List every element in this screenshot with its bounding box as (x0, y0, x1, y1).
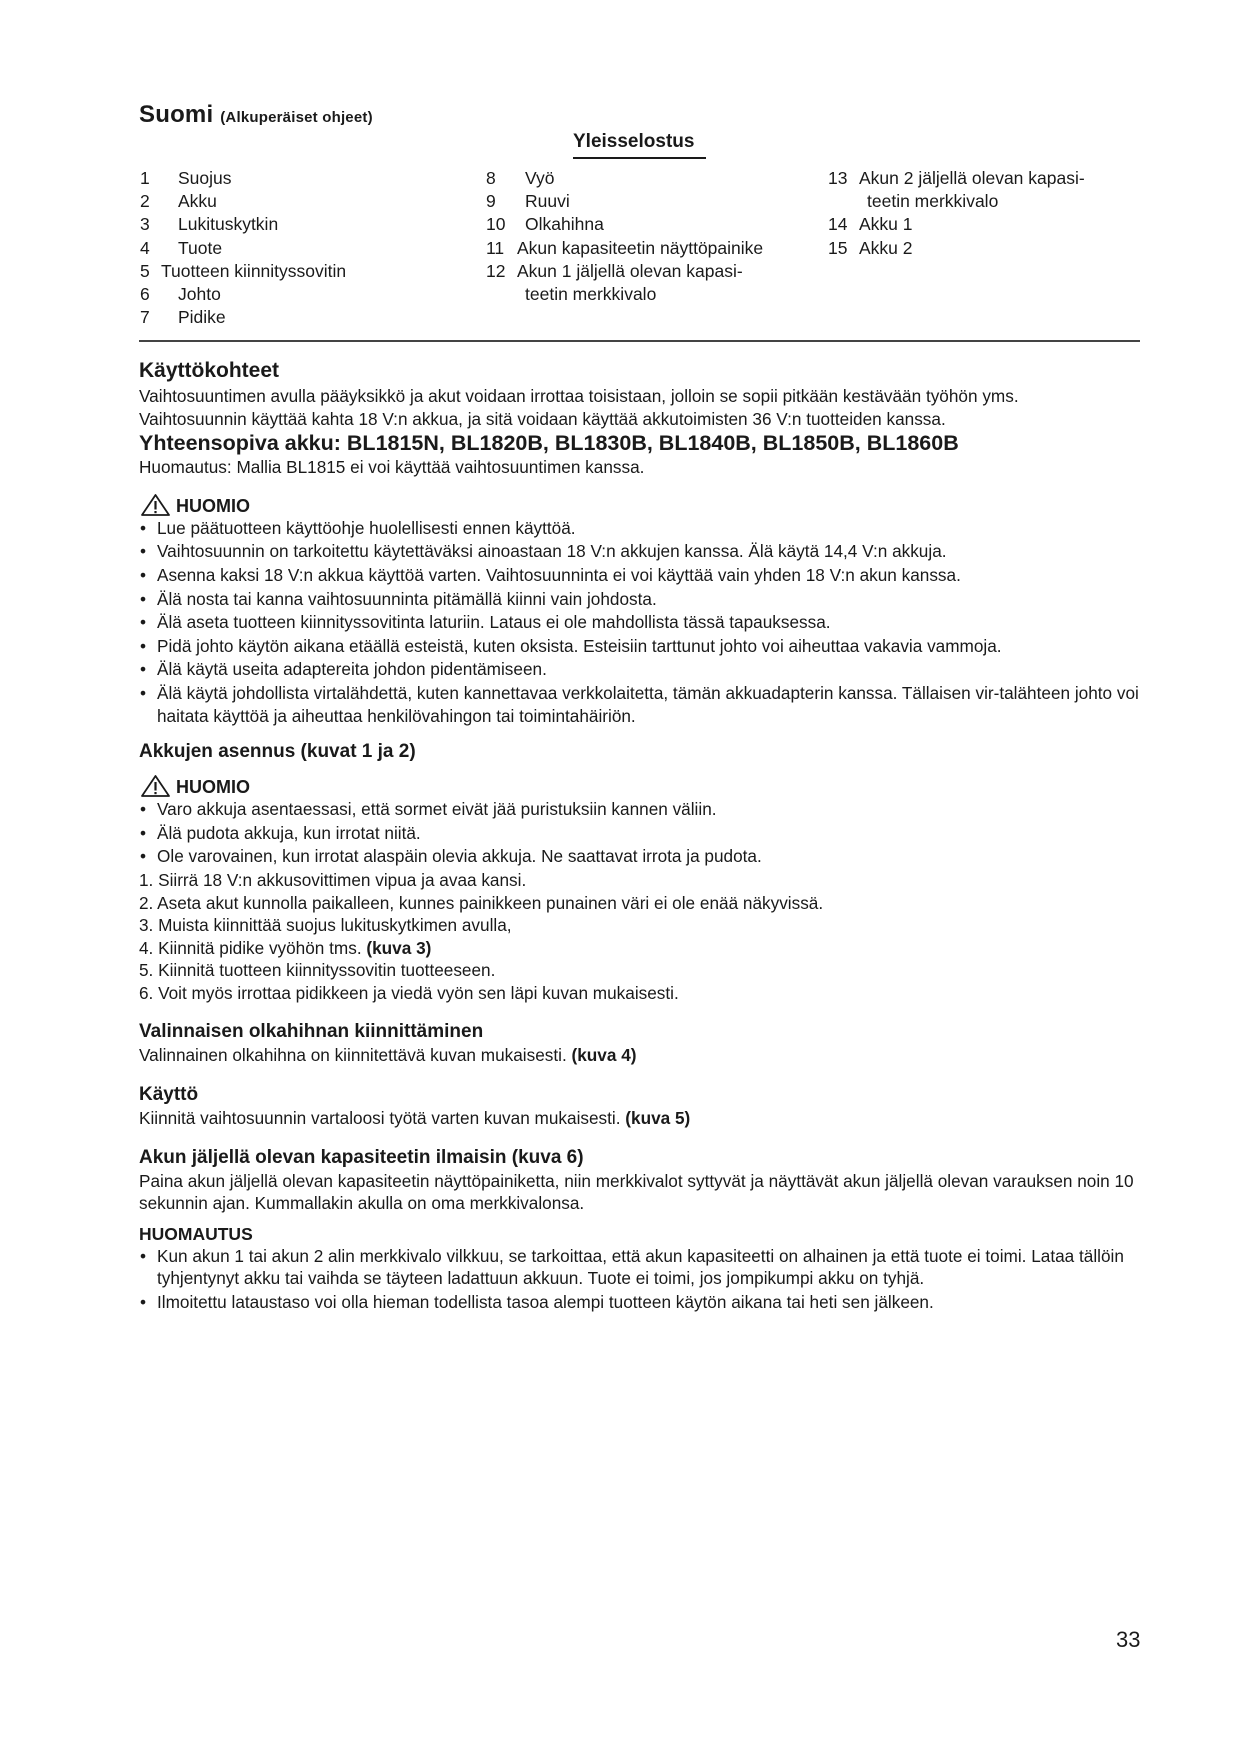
caution-label: HUOMIO (176, 777, 250, 798)
caution-heading (139, 774, 1144, 798)
warning-triangle-icon (140, 774, 171, 798)
parts-list-column-1 (140, 167, 346, 329)
part-item: 4 Tuote (140, 237, 223, 258)
usage-text: Vaihtosuunnin käyttää kahta 18 V:n akkua, ja sitä voidaan käyttää akkutoimisten 36 V:n tuotteiden kanssa. (139, 408, 946, 429)
part-item: 11 Akun kapasiteetin näyttöpainike (486, 237, 764, 258)
list-item: • Älä nosta tai kanna vaihtosuunninta pitämällä kiinni vain johdosta. (139, 588, 1144, 611)
list-item: • Älä aseta tuotteen kiinnityssovitinta laturiin. Lataus ei ole mahdollista tässä tapauksessa. (139, 611, 1144, 634)
step-item: 1. Siirrä 18 V:n akkusovittimen vipua ja avaa kansi. (139, 869, 527, 890)
list-item: • Älä käytä useita adaptereita johdon pidentämiseen. (139, 658, 1144, 681)
section-title-underline (573, 157, 706, 159)
operation-heading: Käyttö (139, 1084, 199, 1106)
language-title: Suomi (139, 101, 214, 128)
part-item: 13 Akun 2 jäljellä olevan kapasi- (828, 168, 1085, 188)
part-item: 15 Akku 2 (828, 237, 913, 258)
part-item: 3 Lukituskytkin (140, 214, 279, 235)
section-divider (139, 340, 1140, 342)
part-item: 6 Johto (140, 284, 221, 305)
list-item: • Vaihtosuunnin on tarkoitettu käytettäväksi ainoastaan 18 V:n akkujen kanssa. Älä käytä 14,4 V:n akkuja. (139, 540, 1144, 563)
indicator-text: Paina akun jäljellä olevan kapasiteetin näyttöpainiketta, niin merkkivalot syttyvät ja näyttävät akun jäljellä olevan varauksen noin 10 sekunnin ajan. Kummallakin akulla on oma merkkivalonsa. (139, 1170, 1134, 1214)
note-heading: HUOMAUTUS (139, 1223, 253, 1244)
part-item: teetin merkkivalo (867, 191, 999, 212)
part-item: 10 Olkahihna (486, 214, 604, 235)
strap-text: Valinnainen olkahihna on kiinnitettävä kuvan mukaisesti. (kuva 4) (139, 1045, 637, 1066)
language-subtitle: (Alkuperäiset ohjeet) (220, 109, 373, 126)
list-item: • Lue päätuotteen käyttöohje huolellisesti ennen käyttöä. (139, 517, 1144, 540)
part-item: 7 Pidike (140, 307, 226, 328)
list-item: • Varo akkuja asentaessasi, että sormet eivät jää puristuksiin kannen väliin. (139, 798, 1144, 821)
part-item: 5 Tuotteen kiinnityssovitin (140, 260, 347, 281)
install-caution-list (139, 798, 1144, 868)
part-item: teetin merkkivalo (525, 284, 657, 305)
step-item: 3. Muista kiinnittää suojus lukituskytkimen avulla, (139, 915, 512, 936)
language-heading (139, 101, 373, 129)
install-heading: Akkujen asennus (kuvat 1 ja 2) (139, 741, 416, 763)
figure-ref: (kuva 3) (366, 937, 432, 958)
indicator-heading: Akun jäljellä olevan kapasiteetin ilmaisin (kuva 6) (139, 1146, 584, 1168)
usage-heading: Käyttökohteet (139, 359, 280, 382)
figure-ref: (kuva 4) (571, 1045, 637, 1066)
part-item: 8 Vyö (486, 168, 555, 188)
parts-list-column-3 (828, 167, 1085, 260)
usage-text: Vaihtosuuntimen avulla pääyksikkö ja akut voidaan irrottaa toisistaan, jolloin se sopii pitkään kestävään työhön yms. (139, 386, 1019, 406)
caution-label: HUOMIO (176, 495, 250, 516)
list-item: • Ole varovainen, kun irrotat alaspäin olevia akkuja. Ne saattavat irrota ja pudota. (139, 845, 1144, 868)
caution-heading (139, 493, 1144, 517)
main-content (139, 357, 1144, 1315)
step-item: 2. Aseta akut kunnolla paikalleen, kunnes painikkeen punainen väri ei ole enää näkyvissä. (139, 892, 824, 913)
step-item: 6. Voit myös irrottaa pidikkeen ja viedä vyön sen läpi kuvan mukaisesti. (139, 982, 679, 1003)
usage-note: Huomautus: Mallia BL1815 ei voi käyttää vaihtosuuntimen kanssa. (139, 457, 645, 478)
note-list (139, 1245, 1144, 1314)
part-item: 12 Akun 1 jäljellä olevan kapasi- (486, 260, 743, 281)
part-item: 2 Akku (140, 191, 217, 212)
part-item: 14 Akku 1 (828, 214, 913, 235)
step-item: 4. Kiinnitä pidike vyöhön tms. (kuva 3) (139, 937, 432, 958)
list-item: • Ilmoitettu lataustaso voi olla hieman todellista tasoa alempi tuotteen käytön aikana tai heti sen jälkeen. (139, 1291, 1144, 1314)
strap-heading: Valinnaisen olkahihnan kiinnittäminen (139, 1021, 484, 1043)
figure-ref: (kuva 5) (625, 1108, 691, 1129)
warning-triangle-icon (140, 493, 171, 517)
list-item: • Älä pudota akkuja, kun irrotat niitä. (139, 822, 1144, 845)
step-item: 5. Kiinnitä tuotteen kiinnityssovitin tuotteeseen. (139, 960, 496, 981)
part-item: 9 Ruuvi (486, 191, 570, 212)
operation-text: Kiinnitä vaihtosuunnin vartaloosi työtä varten kuvan mukaisesti. (kuva 5) (139, 1108, 691, 1129)
compatible-batteries: Yhteensopiva akku: BL1815N, BL1820B, BL1830B, BL1840B, BL1850B, BL1860B (139, 431, 959, 456)
page-number: 33 (1116, 1627, 1141, 1652)
list-item: • Pidä johto käytön aikana etäällä esteistä, kuten oksista. Esteisiin tarttunut johto voi aiheuttaa vakavia vammoja. (139, 635, 1144, 658)
list-item: • Asenna kaksi 18 V:n akkua käyttöä varten. Vaihtosuunninta ei voi käyttää vain yhden 18 V:n akun kanssa. (139, 564, 1144, 587)
parts-list-column-2 (486, 167, 763, 306)
install-steps (139, 869, 1144, 1005)
caution-list (139, 517, 1144, 727)
section-title: Yleisselostus (573, 131, 695, 152)
list-item: • Älä käytä johdollista virtalähdettä, kuten kannettavaa verkkolaitetta, tämän akkuadapterin kanssa. Tällaisen vir-talähteen johto voi haitata käyttöä ja aiheuttaa henkilövahingon tai toimintahäiriön. (139, 682, 1144, 727)
list-item: • Kun akun 1 tai akun 2 alin merkkivalo vilkkuu, se tarkoittaa, että akun kapasiteetti on alhainen ja että tuote ei toimi. Lataa tällöin tyhjentynyt akku tai vaihda se täyteen ladattuun akkuun. Tuote ei toimi, jos jompikumpi akku on tyhjä. (139, 1245, 1144, 1290)
part-item: 1 Suojus (140, 168, 232, 188)
